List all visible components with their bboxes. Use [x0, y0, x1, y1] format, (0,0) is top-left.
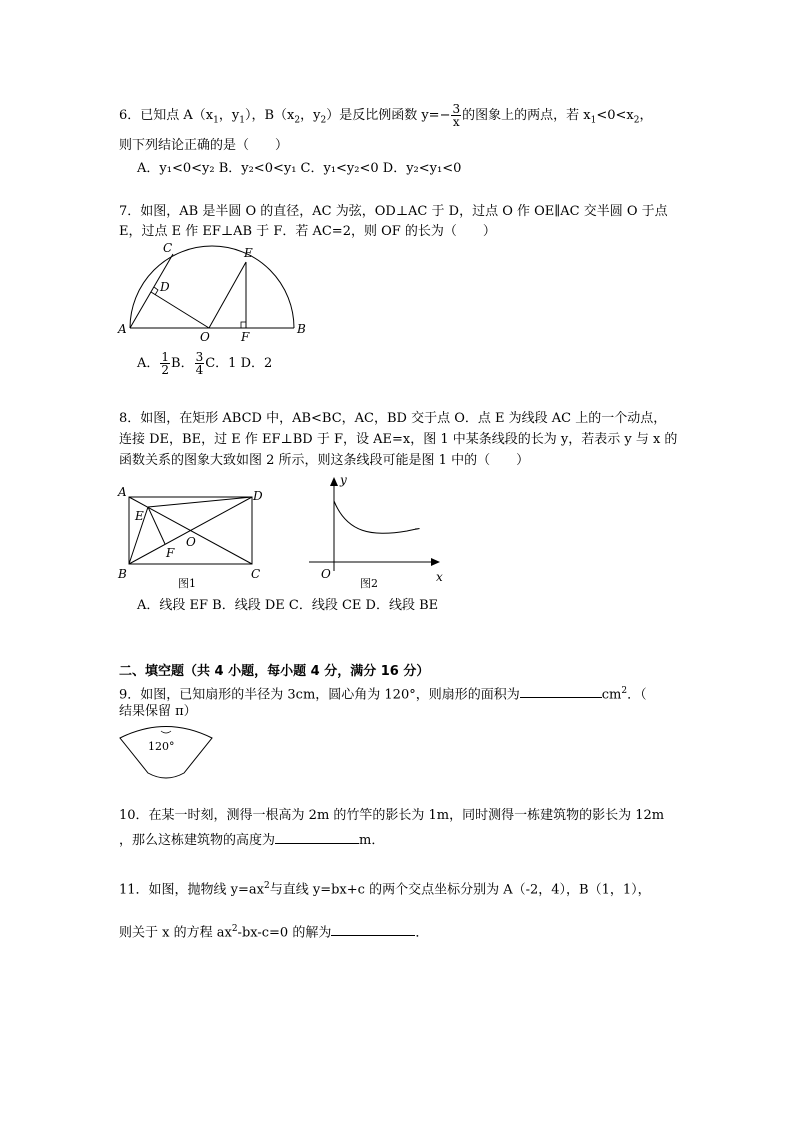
right-angle-F [241, 322, 246, 328]
answer-blank[interactable] [331, 921, 415, 936]
fraction-1-2: $\frac{1}{2}$ [161, 350, 170, 377]
q8-line3: 函数关系的图象大致如图 2 所示，则这条线段可能是图 1 中的（ ） [119, 453, 530, 468]
fraction-3-over-x: $\frac{3}{x}$ [452, 102, 461, 129]
q7-line1: 7．如图，AB 是半圆 O 的直径，AC 为弦，OD⊥AC 于 D，过点 O 作 OE∥AC 交半圆 O 于点 [119, 204, 668, 219]
label-E: E [244, 246, 253, 260]
q9-line1: 9．如图，已知扇形的半径为 3cm，圆心角为 120°，则扇形的面积为 $cm^2$．（ [119, 683, 647, 703]
label-D: D [253, 489, 263, 503]
segment-OE [209, 262, 246, 328]
q7-options: A． $\frac{1}{2}$ B． $\frac{3}{4}$ C．1 D．2 [137, 350, 273, 377]
q8-options: A．线段 EF B．线段 DE C．线段 CE D．线段 BE [137, 598, 439, 613]
q9-line2: 结果保留 π） [119, 704, 197, 719]
figure2-caption: 图2 [360, 577, 378, 590]
label-B: B [297, 322, 306, 336]
label-D: D [160, 280, 170, 294]
label-x: x [436, 570, 443, 584]
fraction-3-4: $\frac{3}{4}$ [195, 350, 204, 377]
section2-heading: 二、填空题（共 4 小题，每小题 4 分，满分 16 分） [119, 664, 430, 679]
q7-semicircle-figure [118, 243, 308, 343]
label-F: F [166, 546, 175, 560]
angle-arc [161, 731, 171, 733]
figure1-caption: 图1 [178, 577, 196, 590]
q6-line2: 则下列结论正确的是（ ） [119, 138, 289, 153]
q6-options: A．y₁<0<y₂ B．y₂<0<y₁ C．y₁<y₂<0 D．y₂<y₁<0 [137, 161, 462, 176]
label-C: C [251, 567, 261, 581]
y-axis-arrow [330, 477, 338, 486]
q11-line2: 则关于 x 的方程 $ax^2-bx-c=0$ 的解为 ． [119, 921, 428, 941]
q8-figure2-graph [307, 473, 452, 590]
label-O: O [186, 535, 196, 549]
q7-line2: E，过点 E 作 EF⊥AB 于 F．若 AC=2，则 OF 的长为（ ） [119, 224, 496, 239]
label-E: E [135, 509, 144, 523]
label-A: A [118, 322, 127, 336]
q6-line1: 6．已知点 $A(x_1$，$y_1$），$B(x_2$，$y_2$）是反比例函数 y=− $\frac{3}{x}$ 的图象上的两点，若 $x_1<0<x_2$， [119, 102, 653, 129]
q10-line2: ，那么这栋建筑物的高度为 m． [119, 829, 384, 849]
angle-label: 120° [148, 740, 175, 753]
label-A: A [118, 485, 127, 499]
answer-blank[interactable] [520, 683, 602, 698]
q9-sector-figure [118, 723, 218, 783]
label-O: O [200, 330, 210, 344]
q8-line1: 8．如图，在矩形 ABCD 中，AB<BC，AC，BD 交于点 O．点 E 为线段 AC 上的一个动点， [119, 411, 667, 426]
label-O: O [321, 567, 331, 581]
segment-EF [148, 507, 165, 544]
q11-line1: 11．如图，抛物线 $y=ax^2$与直线 y=bx+c 的两个交点坐标分别为 A（-2，4），B（1，1）， [119, 881, 651, 898]
label-F: F [241, 330, 250, 344]
label-B: B [118, 567, 127, 581]
label-C: C [163, 241, 173, 255]
label-y: y [340, 473, 347, 487]
function-curve [334, 501, 419, 533]
q10-line1: 10．在某一时刻，测得一根高为 2m 的竹竿的影长为 1m，同时测得一栋建筑物的影长为 12m [119, 808, 665, 823]
x-axis-arrow [431, 558, 440, 566]
q8-figure1-rectangle [118, 484, 268, 590]
q8-line2: 连接 DE，BE，过 E 作 EF⊥BD 于 F，设 AE=x，图 1 中某条线段的长为 y，若表示 y 与 x 的 [119, 432, 678, 447]
segment-OD [151, 292, 209, 328]
answer-blank[interactable] [275, 829, 359, 844]
